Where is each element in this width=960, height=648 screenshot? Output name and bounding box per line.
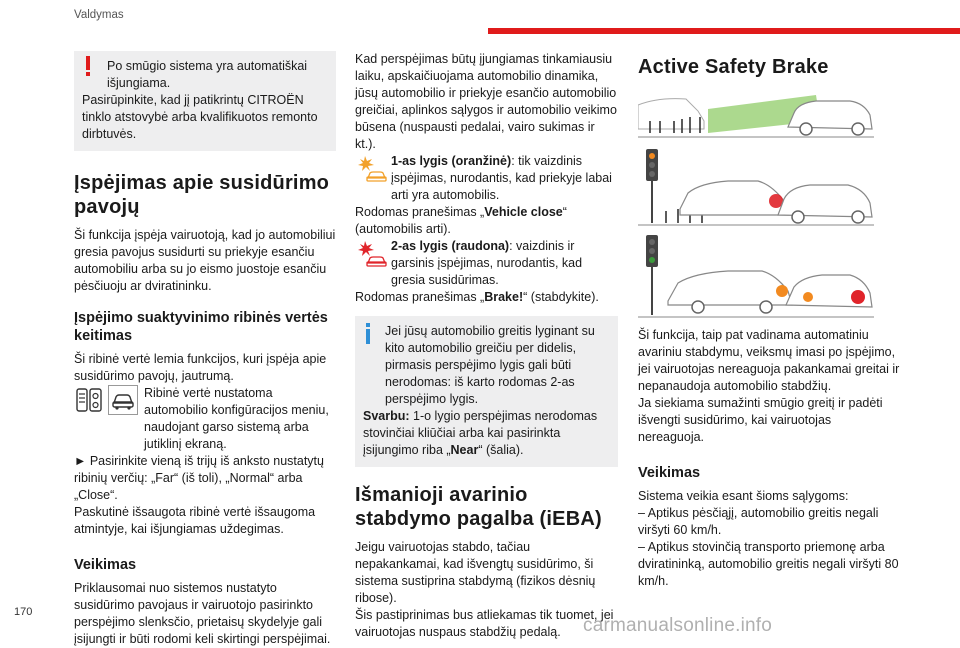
message2-brake: Brake! xyxy=(484,290,524,304)
threshold-config-text: Ribinė vertė nustatoma automobilio konfigūracijos meniu, naudojant garso sistemą arba jutiklinį ekraną. xyxy=(144,386,329,451)
audio-system-icon xyxy=(74,385,104,415)
info-box xyxy=(355,316,618,467)
collision-alert-orange-icon xyxy=(355,153,387,185)
level2-title: 2-as lygis (raudona) xyxy=(391,239,510,253)
asb-description-2: Ja siekiama sumažinti smūgio greitį ir padėti išvengti susidūrimo, kai vairuotojas nereaguoja. xyxy=(638,396,883,444)
heading-active-safety-brake: Active Safety Brake xyxy=(638,56,829,78)
info-text-1: Jei jūsų automobilio greitis lyginant su kito automobilio greičiu per didelis, pirmasis perspėjimo lygis gali būti nerodomas: iš karto rodomas 2-as perspėjimo lygis. xyxy=(385,324,595,406)
condition-vehicle-cyclist: – Aptikus stovinčią transporto priemonę arba dviratininką, automobilio greitis negali viršyti 80 km/h. xyxy=(638,540,899,588)
warning-text-2: Pasirūpinkite, kad jį patikrintų CITROËN tinklo atstovybė arba kvalifikuotos remonto dirbtuvės. xyxy=(82,93,318,141)
conditions-intro: Sistema veikia esant šioms sąlygoms: xyxy=(638,489,849,503)
operation-description: Priklausomai nuo sistemos nustatyto susidūrimo pavojaus ir vairuotojo pasirinkto perspėjimo slenksčio, prietaisų skydelyje gali įsijungti ir būti rodomi keli skirtingi perspėjimai. xyxy=(74,581,331,646)
warning-exclamation-icon xyxy=(84,56,92,78)
info-text-2: 1-o lygio perspėjimas nerodomas stovinčiai kliūčiai arba kai pasirinkta įsijungimo riba „ xyxy=(363,409,598,457)
message1-suffix: “ (automobilis arti). xyxy=(355,205,567,236)
info-icon xyxy=(364,323,372,345)
threshold-description: Ši ribinė vertė lemia funkcijos, kuri įspėja apie susidūrimo pavojų, jautrumą. xyxy=(74,352,327,383)
level1-text: : tik vaizdinis įspėjimas, nurodantis, kad priekyje labai arti yra automobilis. xyxy=(391,154,612,202)
illustration-following-car xyxy=(638,91,874,141)
collision-description: Ši funkcija įspėja vairuotoją, kad jo automobiliui gresia pavojus susidurti su priekyje esančiu automobiliu arba su jo eismo juostoje esančiu pėsčiuoju ar dviratininku. xyxy=(74,228,336,293)
message2-prefix: Rodomas pranešimas „ xyxy=(355,290,485,304)
config-icons-row xyxy=(74,385,336,453)
column-middle xyxy=(355,51,618,641)
info-text-2-suffix: “ (šalia). xyxy=(478,443,524,457)
heading-operation-right: Veikimas xyxy=(638,465,701,481)
watermark: carmanualsonline.info xyxy=(583,615,773,636)
alert-timing-description: Kad perspėjimas būtų įjungiamas tinkamiausiu laiku, apskaičiuojama automobilio dinamika, jūsų automobilio ir priekyje esančio automobilio greičiai, aplinkos sąlygos ir automobilio veikimo būsena (nuspausti pedalai, vairo sukimas ir kt.). xyxy=(355,52,617,151)
condition-pedestrian: – Aptikus pėsčiąjį, automobilio greitis negali viršyti 60 km/h. xyxy=(638,506,879,537)
level2-text: : vaizdinis ir garsinis įspėjimas, nurodantis, kad gresia susidūrimas. xyxy=(391,239,583,287)
column-left xyxy=(74,51,336,648)
heading-collision-warning: Įspėjimas apie susidūrimo pavojų xyxy=(74,172,330,218)
message2-suffix: “ (stabdykite). xyxy=(523,290,599,304)
illustration-emergency-braking xyxy=(638,235,874,319)
threshold-select-instruction: ► Pasirinkite vieną iš trijų iš anksto nustatytų ribinių verčių: „Far“ (iš toli), „Normal“ arba „Close“. xyxy=(74,454,324,502)
asb-description-1: Ši funkcija, taip pat vadinama automatiniu avariniu stabdymu, veiksmų imasi po įspėjimo, jei vairuotojas nereaguoja pakankamai greitai ir nepanaudoja automobilio stabdžių. xyxy=(638,328,900,393)
header-section-title: Valdymas xyxy=(74,9,124,21)
level1-row xyxy=(355,153,618,204)
info-important-label: Svarbu: xyxy=(363,409,410,423)
header-accent-bar xyxy=(488,28,960,34)
collision-alert-red-icon xyxy=(355,238,387,270)
level2-row xyxy=(355,238,618,289)
warning-box xyxy=(74,51,336,151)
heading-operation-left: Veikimas xyxy=(74,557,137,573)
message1-prefix: Rodomas pranešimas „ xyxy=(355,205,485,219)
page-number: 170 xyxy=(14,606,33,618)
heading-ieba: Išmanioji avarinio stabdymo pagalba (iEBA) xyxy=(355,484,602,530)
illustration-traffic-light-stop xyxy=(638,149,874,227)
threshold-saved-note: Paskutinė išsaugota ribinė vertė išsaugoma atmintyje, kai išjungiamas uždegimas. xyxy=(74,505,316,536)
level1-title: 1-as lygis (oranžinė) xyxy=(391,154,512,168)
ieba-description-2: Šis pastiprinimas bus atliekamas tik tuomet, jei vairuotojas nuspaus stabdžių pedalą. xyxy=(355,608,614,639)
car-settings-icon xyxy=(108,385,138,415)
warning-text-1: Po smūgio sistema yra automatiškai išjungiama. xyxy=(107,59,308,90)
heading-threshold: Įspėjimo suaktyvinimo ribinės vertės keitimas xyxy=(74,310,328,344)
ieba-description-1: Jeigu vairuotojas stabdo, tačiau nepakankamai, kad išvengtų susidūrimo, ši sistema sustiprina stabdymą (fizikos dėsnių ribose). xyxy=(355,540,596,605)
info-near-label: Near xyxy=(450,443,479,457)
column-right xyxy=(638,51,900,590)
message1-vehicle-close: Vehicle close xyxy=(484,205,563,219)
